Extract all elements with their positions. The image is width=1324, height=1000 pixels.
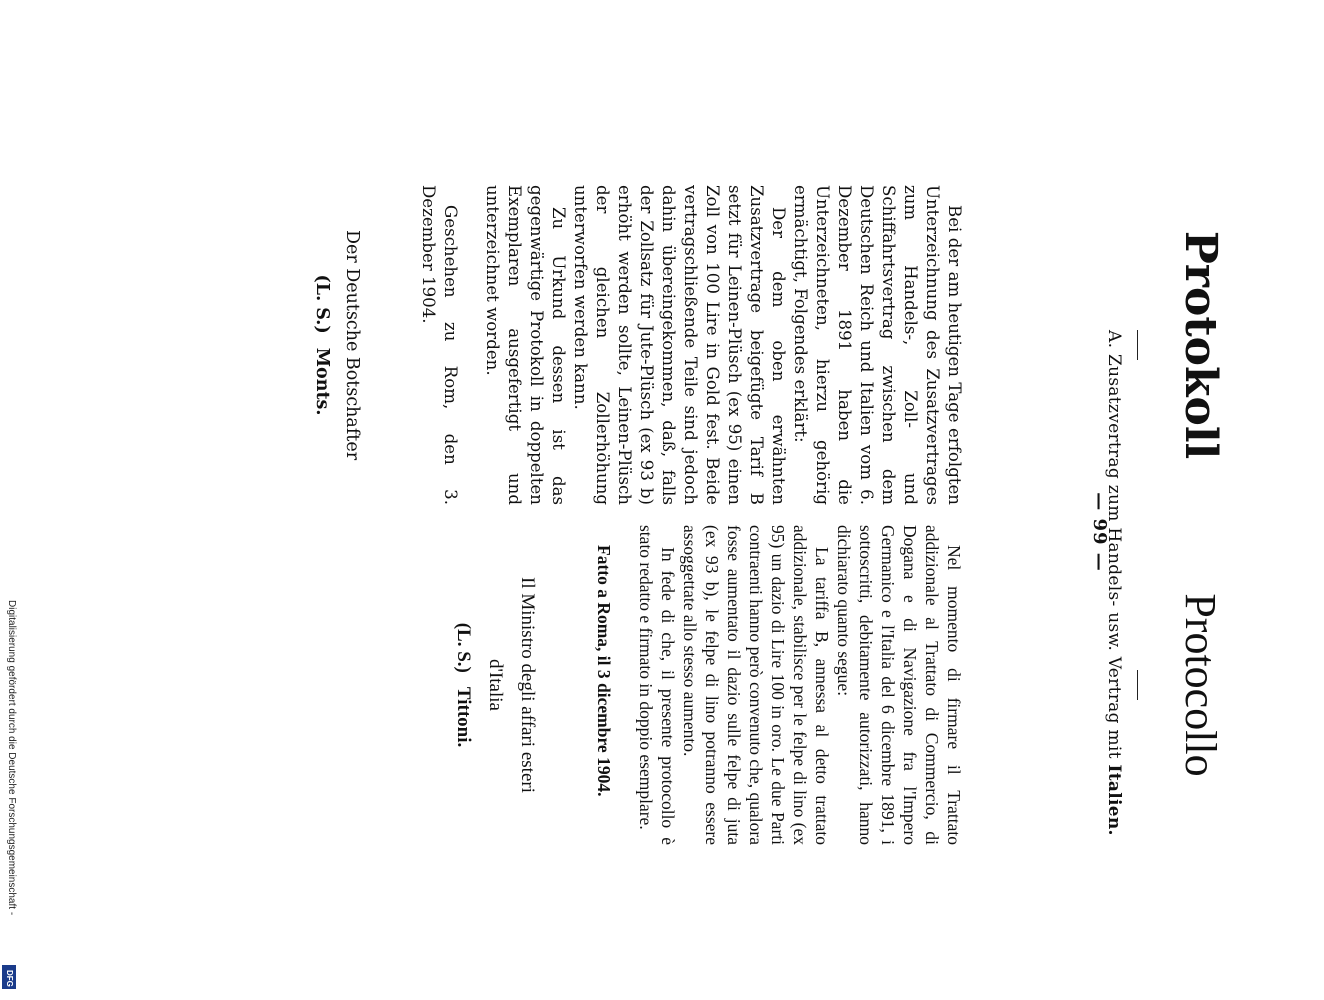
german-column xyxy=(307,185,1226,505)
digitization-note xyxy=(3,600,19,995)
german-paragraph-2: Der dem oben erwähnten Zusatzvertrage beigefügte Tarif B setzt für Leinen-Plüsch (ex 95) einen Zoll von 100 Lire in Gold fest. Beide vertragschließende Teile sind jedoch dahin übereingekommen, daß, falls der Zollsatz für Jute-Plüsch (ex 93 b) erhöht werden sollte, Leinen-Plüsch der gleichen Zollerhöhung unterworfen werden kann. xyxy=(571,185,788,505)
italian-seal: (L. S.) xyxy=(453,622,474,673)
running-head xyxy=(1104,330,1124,970)
italian-paragraph-3: In fede di che, il presente protocollo è stato redatto e firmato in doppio esemplare. xyxy=(636,525,678,845)
dfg-logo xyxy=(2,965,16,989)
german-seal-line xyxy=(307,185,337,505)
german-date-line: Geschehen zu Rom, den 3. Dezember 1904. xyxy=(419,185,460,505)
running-head-text: A. Zusatzvertrag zum Handels- usw. Vertrag mit xyxy=(1104,330,1124,759)
italian-paragraph-2: La tariffa B, annessa al detto trattato addizionale, stabilisce per le felpe di lino (ex 95) un dazio di Lire 100 in oro. Le due Parti contraenti hanno però convenuto che, qualora fosse aumentato il dazio sulle felpe di juta (ex 93 b), le felpe di lino potranno essere assoggettate allo stesso aumento. xyxy=(680,525,832,845)
german-signatory-title: Der Deutsche Botschafter xyxy=(342,229,362,461)
italian-signatory-title-1: Il Ministro degli affari esteri xyxy=(517,577,538,793)
page-number: — 99 — xyxy=(1089,492,1110,572)
german-title: Protokoll xyxy=(1175,230,1226,460)
german-signatory-name: Monts. xyxy=(312,347,332,416)
german-paragraph-1: Bei der am heutigen Tage erfolgten Unterzeichnung des Zusatzvertrages zum Handels-, Zoll- und Schiffahrtsvertrag zwischen dem Deutschen Reich und Italien vom 6. Dezember 1891 haben die Unterzeichneten, hierzu gehörig ermächtigt, Folgendes erklärt: xyxy=(791,185,964,505)
german-paragraph-3: Zu Urkund dessen ist das gegenwärtige Protokoll in doppelten Exemplaren ausgefertigt und unterzeichnet worden. xyxy=(483,185,568,505)
digitization-note-text: Digitalisierung gefördert durch die Deutsche Forschungsgemeinschaft - xyxy=(6,600,17,916)
running-head-country: Italien. xyxy=(1104,764,1124,836)
italian-title-rule xyxy=(1137,670,1138,700)
italian-signatory-title-2: d'Italia xyxy=(485,659,506,711)
italian-signatory-name: Tittoni. xyxy=(453,686,474,748)
german-title-rule xyxy=(1137,330,1138,360)
german-seal: (L. S.) xyxy=(312,274,332,334)
italian-title: Protocollo xyxy=(1176,593,1225,777)
italian-seal-line xyxy=(447,525,479,845)
italian-paragraph-1: Nel momento di firmare il Trattato addizionale al Trattato di Commercio, di Dogana e di Navigazione fra l'Impero Germanico e l'Italia del 6 dicembre 1891, i sottoscritti, debitamente autorizzati, hanno dichiarato quanto segue: xyxy=(834,525,964,845)
italian-signature-block xyxy=(447,525,543,845)
german-signature-block xyxy=(307,185,367,505)
dfg-logo-text: DFG xyxy=(5,970,14,987)
italian-date-line: Fatto a Roma, il 3 dicembre 1904. xyxy=(594,545,614,797)
